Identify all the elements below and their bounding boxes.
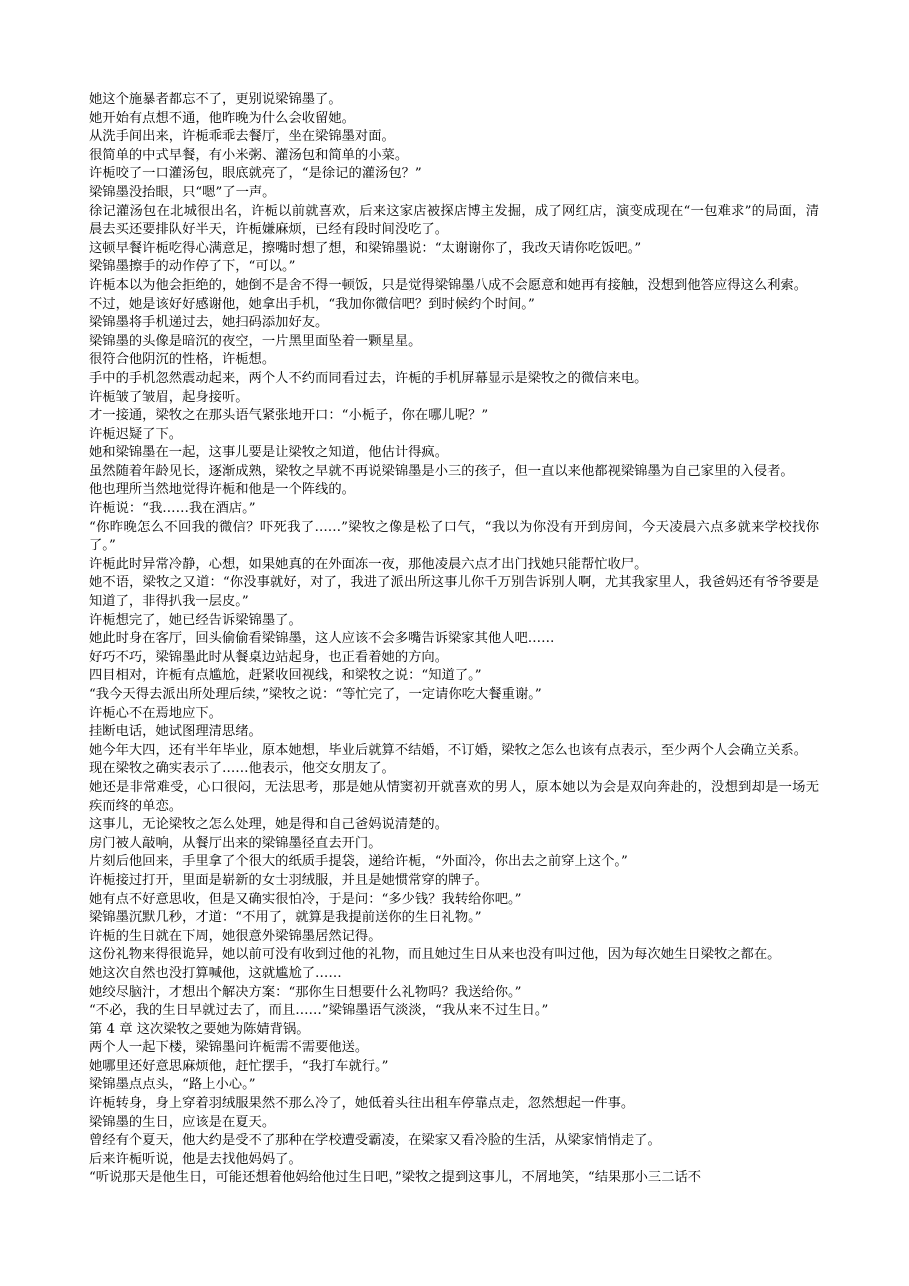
- paragraph: 许栀心不在焉地应下。: [89, 705, 222, 721]
- paragraph: 许栀咬了一口灌汤包，眼底就亮了，“是徐记的灌汤包？”: [89, 166, 422, 182]
- paragraph: 从洗手间出来，许栀乖乖去餐厅，坐在梁锦墨对面。: [89, 129, 395, 145]
- paragraph: 手中的手机忽然震动起来，两个人不约而同看过去，许栀的手机屏幕显示是梁牧之的微信来电。: [89, 370, 648, 386]
- paragraph: 许栀接过打开，里面是崭新的女士羽绒服，并且是她惯常穿的牌子。: [89, 872, 488, 888]
- paragraph: 才一接通，梁牧之在那头语气紧张地开口：“小栀子，你在哪儿呢？”: [89, 408, 489, 424]
- paragraph: 两个人一起下楼，梁锦墨问许栀需不需要他送。: [89, 1040, 369, 1056]
- paragraph: 她此时身在客厅，回头偷偷看梁锦墨，这人应该不会多嘴告诉梁家其他人吧……: [89, 631, 555, 647]
- paragraph: 他也理所当然地觉得许栀和他是一个阵线的。: [89, 482, 355, 498]
- paragraph: “听说那天是他生日，可能还想着他妈给他过生日吧，”梁牧之提到这事儿，不屑地笑，“结果那小三二话不: [89, 1170, 702, 1186]
- paragraph: 她这次自然也没打算喊他，这就尴尬了……: [89, 965, 342, 981]
- paragraph: 她还是非常难受，心口很闷，无法思考，那是她从情窦初开就喜欢的男人，原本她以为会是双向奔赴的，没想到却是一场无疾而终的单恋。: [89, 779, 819, 814]
- paragraph: 许栀的生日就在下周，她很意外梁锦墨居然记得。: [89, 928, 382, 944]
- paragraph: 后来许栀听说，他是去找他妈妈了。: [89, 1151, 302, 1167]
- paragraph: 她哪里还好意思麻烦他，赶忙摆手，“我打车就行。”: [89, 1058, 389, 1074]
- paragraph: 她和梁锦墨在一起，这事儿要是让梁牧之知道，他估计得疯。: [89, 445, 449, 461]
- paragraph: 梁锦墨没抬眼，只“嗯”了一声。: [89, 184, 276, 200]
- paragraph: 这事儿，无论梁牧之怎么处理，她是得和自己爸妈说清楚的。: [89, 817, 449, 833]
- paragraph: 虽然随着年龄见长，逐渐成熟，梁牧之早就不再说梁锦墨是小三的孩子，但一直以来他都视梁锦墨为自己家里的入侵者。: [89, 463, 794, 479]
- paragraph: 这顿早餐许栀吃得心满意足，擦嘴时想了想，和梁锦墨说：“太谢谢你了，我改天请你吃饭吧。”: [89, 240, 642, 256]
- paragraph: 梁锦墨沉默几秒，才道：“不用了，就算是我提前送你的生日礼物。”: [89, 910, 482, 926]
- paragraph: 许栀想完了，她已经告诉梁锦墨了。: [89, 612, 302, 628]
- paragraph: 片刻后他回来，手里拿了个很大的纸质手提袋，递给许栀，“外面冷，你出去之前穿上这个。”: [89, 854, 628, 870]
- paragraph: 许栀迟疑了下。: [89, 426, 183, 442]
- paragraph: “你昨晚怎么不回我的微信？吓死我了……”梁牧之像是松了口气，“我以为你没有开到房间，今天凌晨六点多就来学校找你了。”: [89, 519, 819, 554]
- paragraph: 她这个施暴者都忘不了，更别说梁锦墨了。: [89, 92, 342, 107]
- paragraph: 梁锦墨将手机递过去，她扫码添加好友。: [89, 315, 329, 331]
- paragraph: 她绞尽脑汁，才想出个解决方案：“那你生日想要什么礼物吗？我送给你。”: [89, 984, 522, 1000]
- paragraph: 不过，她是该好好感谢他，她拿出手机，“我加你微信吧？到时候约个时间。”: [89, 296, 535, 312]
- paragraph: 挂断电话，她试图理清思绪。: [89, 724, 262, 740]
- paragraph: “不必，我的生日早就过去了，而且……”梁锦墨语气淡淡，“我从来不过生日。”: [89, 1003, 549, 1019]
- paragraph: 许栀转身，身上穿着羽绒服果然不那么冷了，她低着头往出租车停靠点走，忽然想起一件事。: [89, 1096, 635, 1112]
- paragraph: 许栀此时异常冷静，心想，如果她真的在外面冻一夜，那他凌晨六点才出门找她只能帮忙收尸。: [89, 556, 648, 572]
- paragraph: 曾经有个夏天，他大约是受不了那种在学校遭受霸凌，在梁家又看冷脸的生活，从梁家悄悄走了。: [89, 1133, 661, 1149]
- paragraph: 徐记灌汤包在北城很出名，许栀以前就喜欢，后来这家店被探店博主发掘，成了网红店，演变成现在“一包难求”的局面，清晨去买还要排队好半天，许栀嫌麻烦，已经有段时间没吃了。: [89, 203, 819, 238]
- document-body: [89, 91, 819, 1188]
- paragraph: 第 4 章 这次梁牧之要她为陈婧背锅。: [89, 1021, 310, 1037]
- paragraph: 她开始有点想不通，他昨晚为什么会收留她。: [89, 110, 355, 126]
- paragraph: 好巧不巧，梁锦墨此时从餐桌边站起身，也正看着她的方向。: [89, 649, 449, 665]
- paragraph: 梁锦墨擦手的动作停了下，“可以。”: [89, 259, 296, 275]
- paragraph: 许栀本以为他会拒绝的，她倒不是舍不得一顿饭，只是觉得梁锦墨八成不会愿意和她再有接触，没想到他答应得这么利索。: [89, 277, 808, 293]
- paragraph: 她有点不好意思收，但是又确实很怕冷，于是问：“多少钱？我转给你吧。”: [89, 891, 522, 907]
- paragraph: 很符合他阴沉的性格，许栀想。: [89, 352, 276, 368]
- paragraph: 许栀皱了皱眉，起身接听。: [89, 389, 249, 405]
- paragraph: 梁锦墨的生日，应该是在夏天。: [89, 1114, 276, 1130]
- paragraph: 她不语，梁牧之又道：“你没事就好，对了，我进了派出所这事儿你千万别告诉别人啊，尤其我家里人，我爸妈还有爷爷要是知道了，非得扒我一层皮。”: [89, 575, 819, 610]
- paragraph: 现在梁牧之确实表示了……他表示，他交女朋友了。: [89, 761, 395, 777]
- paragraph: 房门被人敲响，从餐厅出来的梁锦墨径直去开门。: [89, 835, 382, 851]
- paragraph: 这份礼物来得很诡异，她以前可没有收到过他的礼物，而且她过生日从来也没有叫过他，因为每次她生日梁牧之都在。: [89, 947, 781, 963]
- paragraph: 四目相对，许栀有点尴尬，赶紧收回视线，和梁牧之说：“知道了。”: [89, 668, 482, 684]
- paragraph: 很简单的中式早餐，有小米粥、灌汤包和简单的小菜。: [89, 147, 409, 163]
- paragraph: 许栀说：“我……我在酒店。”: [89, 501, 256, 517]
- paragraph: 梁锦墨点点头，“路上小心。”: [89, 1077, 256, 1093]
- paragraph: “我今天得去派出所处理后续，”梁牧之说：“等忙完了，一定请你吃大餐重谢。”: [89, 687, 542, 702]
- paragraph: 梁锦墨的头像是暗沉的夜空，一片黑里面坠着一颗星星。: [89, 333, 422, 349]
- paragraph: 她今年大四，还有半年毕业，原本她想，毕业后就算不结婚，不订婚，梁牧之怎么也该有点表示，至少两个人会确立关系。: [89, 742, 808, 758]
